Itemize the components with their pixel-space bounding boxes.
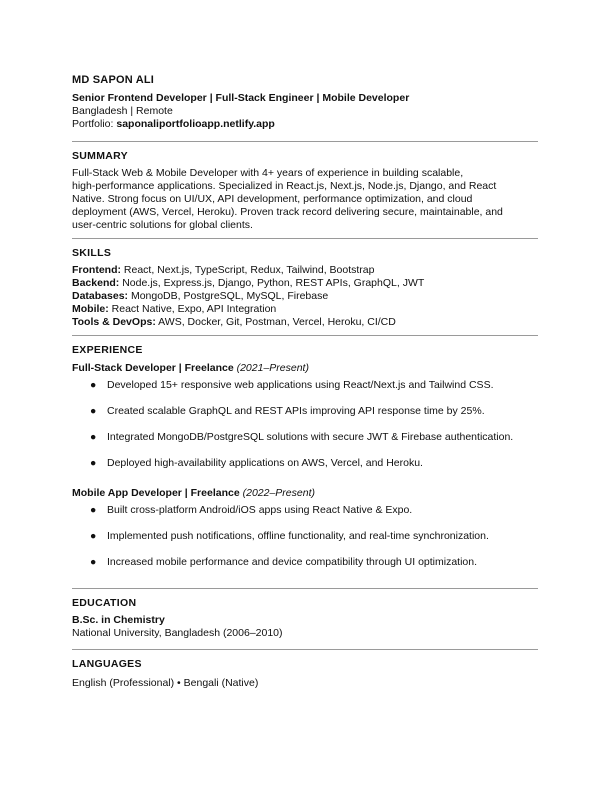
list-item bbox=[72, 379, 538, 392]
job-entry bbox=[72, 362, 538, 470]
job-bullets bbox=[72, 504, 538, 569]
section-divider bbox=[72, 649, 538, 650]
skill-row bbox=[72, 303, 538, 316]
location: Bangladesh | Remote bbox=[72, 105, 173, 117]
skill-label: Backend: bbox=[72, 277, 120, 289]
bullet-icon: ● bbox=[90, 530, 97, 542]
skill-value: Node.js, Express.js, Django, Python, REST APIs, GraphQL, JWT bbox=[122, 277, 425, 289]
skill-row bbox=[72, 264, 538, 277]
list-item bbox=[72, 556, 538, 569]
skill-value: React, Next.js, TypeScript, Redux, Tailwind, Bootstrap bbox=[123, 264, 375, 276]
job-entry bbox=[72, 487, 538, 569]
bullet-icon: ● bbox=[90, 405, 97, 417]
portfolio-line bbox=[72, 118, 538, 131]
job-title: Mobile App Developer | Freelance bbox=[72, 487, 240, 499]
school: National University, Bangladesh (2006–2010) bbox=[72, 627, 283, 639]
job-period: (2022–Present) bbox=[242, 487, 315, 499]
section-divider bbox=[72, 588, 538, 589]
skill-label: Frontend: bbox=[72, 264, 121, 276]
experience-heading: EXPERIENCE bbox=[72, 344, 143, 356]
skill-value: AWS, Docker, Git, Postman, Vercel, Heroku, CI/CD bbox=[158, 316, 396, 328]
bullet-icon: ● bbox=[90, 556, 97, 568]
languages-list: English (Professional) • Bengali (Native) bbox=[72, 677, 259, 689]
skill-row bbox=[72, 316, 538, 329]
bullet-icon: ● bbox=[90, 431, 97, 443]
summary-paragraph bbox=[72, 167, 538, 232]
summary-line: high-performance applications. Specialized in React.js, Next.js, Node.js, Django, and React bbox=[72, 180, 497, 192]
list-item bbox=[72, 431, 538, 444]
job-header bbox=[72, 487, 538, 500]
bullet-text: Developed 15+ responsive web applications using React/Next.js and Tailwind CSS. bbox=[107, 379, 494, 391]
bullet-icon: ● bbox=[90, 457, 97, 469]
skill-label: Mobile: bbox=[72, 303, 109, 315]
job-headline: Senior Frontend Developer | Full-Stack Engineer | Mobile Developer bbox=[72, 92, 410, 104]
job-header bbox=[72, 362, 538, 375]
skill-label: Databases: bbox=[72, 290, 129, 302]
summary-line: deployment (AWS, Vercel, Heroku). Proven track record delivering secure, maintainable, and bbox=[72, 206, 503, 218]
languages-heading: LANGUAGES bbox=[72, 658, 142, 670]
section-divider bbox=[72, 141, 538, 142]
skills-heading: SKILLS bbox=[72, 247, 112, 259]
job-title: Full-Stack Developer | Freelance bbox=[72, 362, 234, 374]
summary-heading: SUMMARY bbox=[72, 150, 128, 162]
portfolio-label: Portfolio: bbox=[72, 118, 114, 130]
bullet-icon: ● bbox=[90, 504, 97, 516]
skills-list bbox=[72, 264, 538, 329]
summary-line: Native. Strong focus on UI/UX, API development, performance optimization, and cloud bbox=[72, 193, 473, 205]
bullet-text: Deployed high-availability applications on AWS, Vercel, and Heroku. bbox=[107, 457, 423, 469]
skill-row bbox=[72, 277, 538, 290]
bullet-text: Implemented push notifications, offline functionality, and real-time synchronization. bbox=[107, 530, 489, 542]
list-item bbox=[72, 504, 538, 517]
education-heading: EDUCATION bbox=[72, 597, 137, 609]
list-item bbox=[72, 457, 538, 470]
bullet-icon: ● bbox=[90, 379, 97, 391]
bullet-text: Created scalable GraphQL and REST APIs improving API response time by 25%. bbox=[107, 405, 485, 417]
list-item bbox=[72, 405, 538, 418]
summary-line: Full-Stack Web & Mobile Developer with 4+ years of experience in building scalable, bbox=[72, 167, 464, 179]
summary-line: user-centric solutions for global clients. bbox=[72, 219, 253, 231]
portfolio-link[interactable]: saponaliportfolioapp.netlify.app bbox=[116, 118, 275, 130]
skill-value: React Native, Expo, API Integration bbox=[111, 303, 277, 315]
skill-row bbox=[72, 290, 538, 303]
job-bullets bbox=[72, 379, 538, 470]
section-divider bbox=[72, 238, 538, 239]
bullet-text: Integrated MongoDB/PostgreSQL solutions with secure JWT & Firebase authentication. bbox=[107, 431, 514, 443]
job-period: (2021–Present) bbox=[236, 362, 309, 374]
candidate-name: MD SAPON ALI bbox=[72, 74, 155, 86]
skill-value: MongoDB, PostgreSQL, MySQL, Firebase bbox=[130, 290, 329, 302]
resume-page bbox=[72, 74, 538, 690]
list-item bbox=[72, 530, 538, 543]
section-divider bbox=[72, 335, 538, 336]
bullet-text: Built cross-platform Android/iOS apps using React Native & Expo. bbox=[107, 504, 413, 516]
degree: B.Sc. in Chemistry bbox=[72, 614, 165, 626]
skill-label: Tools & DevOps: bbox=[72, 316, 156, 328]
bullet-text: Increased mobile performance and device compatibility through UI optimization. bbox=[107, 556, 478, 568]
